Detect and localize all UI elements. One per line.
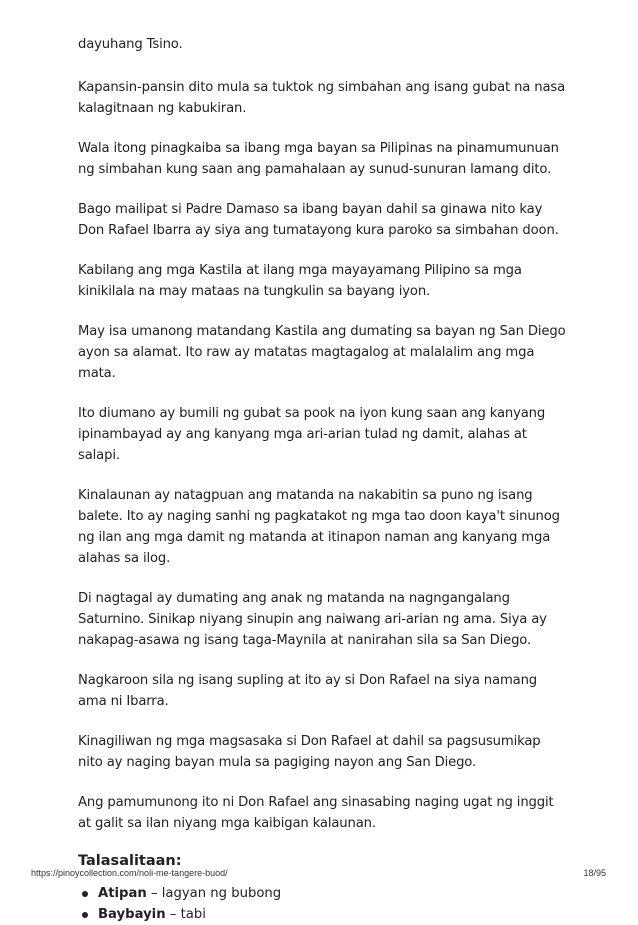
paragraph-3: Wala itong pinagkaiba sa ibang mga bayan sa Pilipinas na pinamumunuan ng simbahan kung saan ang pamahalaan ay sunud-sunuran lamang dito. (78, 141, 559, 177)
vocabulary-definition: – tabi (165, 907, 206, 922)
bullet-icon (82, 912, 88, 918)
paragraph-1: dayuhang Tsino. (78, 37, 183, 52)
vocabulary-term: Atipan (98, 886, 147, 901)
document-body (78, 34, 568, 925)
vocabulary-term: Baybayin (98, 907, 166, 922)
paragraph-4: Bago mailipat si Padre Damaso sa ibang bayan dahil sa ginawa nito kay Don Rafael Ibarra ay siya ang tumatayong kura paroko sa simbahan doon. (78, 202, 559, 238)
paragraph-10: Nagkaroon sila ng isang supling at ito ay si Don Rafael na siya namang ama ni Ibarra. (78, 673, 538, 709)
bullet-icon (82, 891, 88, 897)
vocabulary-list (78, 883, 568, 925)
paragraph-8: Kinalaunan ay natagpuan ang matanda na nakabitin sa puno ng isang balete. Ito ay naging sanhi ng pagkatakot ng mga tao doon kaya't sinunog ng ilan ang mga damit ng matanda at itinapon naman ang kanyang mga alahas sa ilog. (78, 488, 560, 566)
vocabulary-item (78, 883, 568, 904)
paragraph-9: Di nagtagal ay dumating ang anak ng matanda na nagngangalang Saturnino. Sinikap niyang sinupin ang naiwang ari-arian ng ama. Siya ay nakapag-asawa ng isang taga-Maynila at nanirahan sila sa San Diego. (78, 591, 547, 648)
paragraph-5: Kabilang ang mga Kastila at ilang mga mayayamang Pilipino sa mga kinikilala na may mataas na tungkulin sa bayang iyon. (78, 263, 522, 299)
paragraph-12: Ang pamumunong ito ni Don Rafael ang sinasabing naging ugat ng inggit at galit sa ilan niyang mga kaibigan kalaunan. (78, 795, 554, 831)
footer-url[interactable]: https://pinoycollection.com/noli-me-tangere-buod/ (31, 868, 228, 878)
paragraph-7: Ito diumano ay bumili ng gubat sa pook na iyon kung saan ang kanyang ipinambayad ay ang kanyang mga ari-arian tulad ng damit, alahas at salapi. (78, 406, 546, 463)
page-number: 18/95 (583, 868, 606, 878)
vocabulary-heading: Talasalitaan: (78, 853, 182, 869)
page-footer (31, 868, 606, 882)
paragraph-11: Kinagiliwan ng mga magsasaka si Don Rafael at dahil sa pagsusumikap nito ay naging bayan mula sa pagiging nayon ang San Diego. (78, 734, 541, 770)
paragraph-2: Kapansin-pansin dito mula sa tuktok ng simbahan ang isang gubat na nasa kalagitnaan ng kabukiran. (78, 80, 566, 116)
vocabulary-definition: – lagyan ng bubong (146, 886, 282, 901)
paragraph-6: May isa umanong matandang Kastila ang dumating sa bayan ng San Diego ayon sa alamat. Ito raw ay matatas magtagalog at malalalim ang mga mata. (78, 324, 566, 381)
vocabulary-item (78, 904, 568, 925)
